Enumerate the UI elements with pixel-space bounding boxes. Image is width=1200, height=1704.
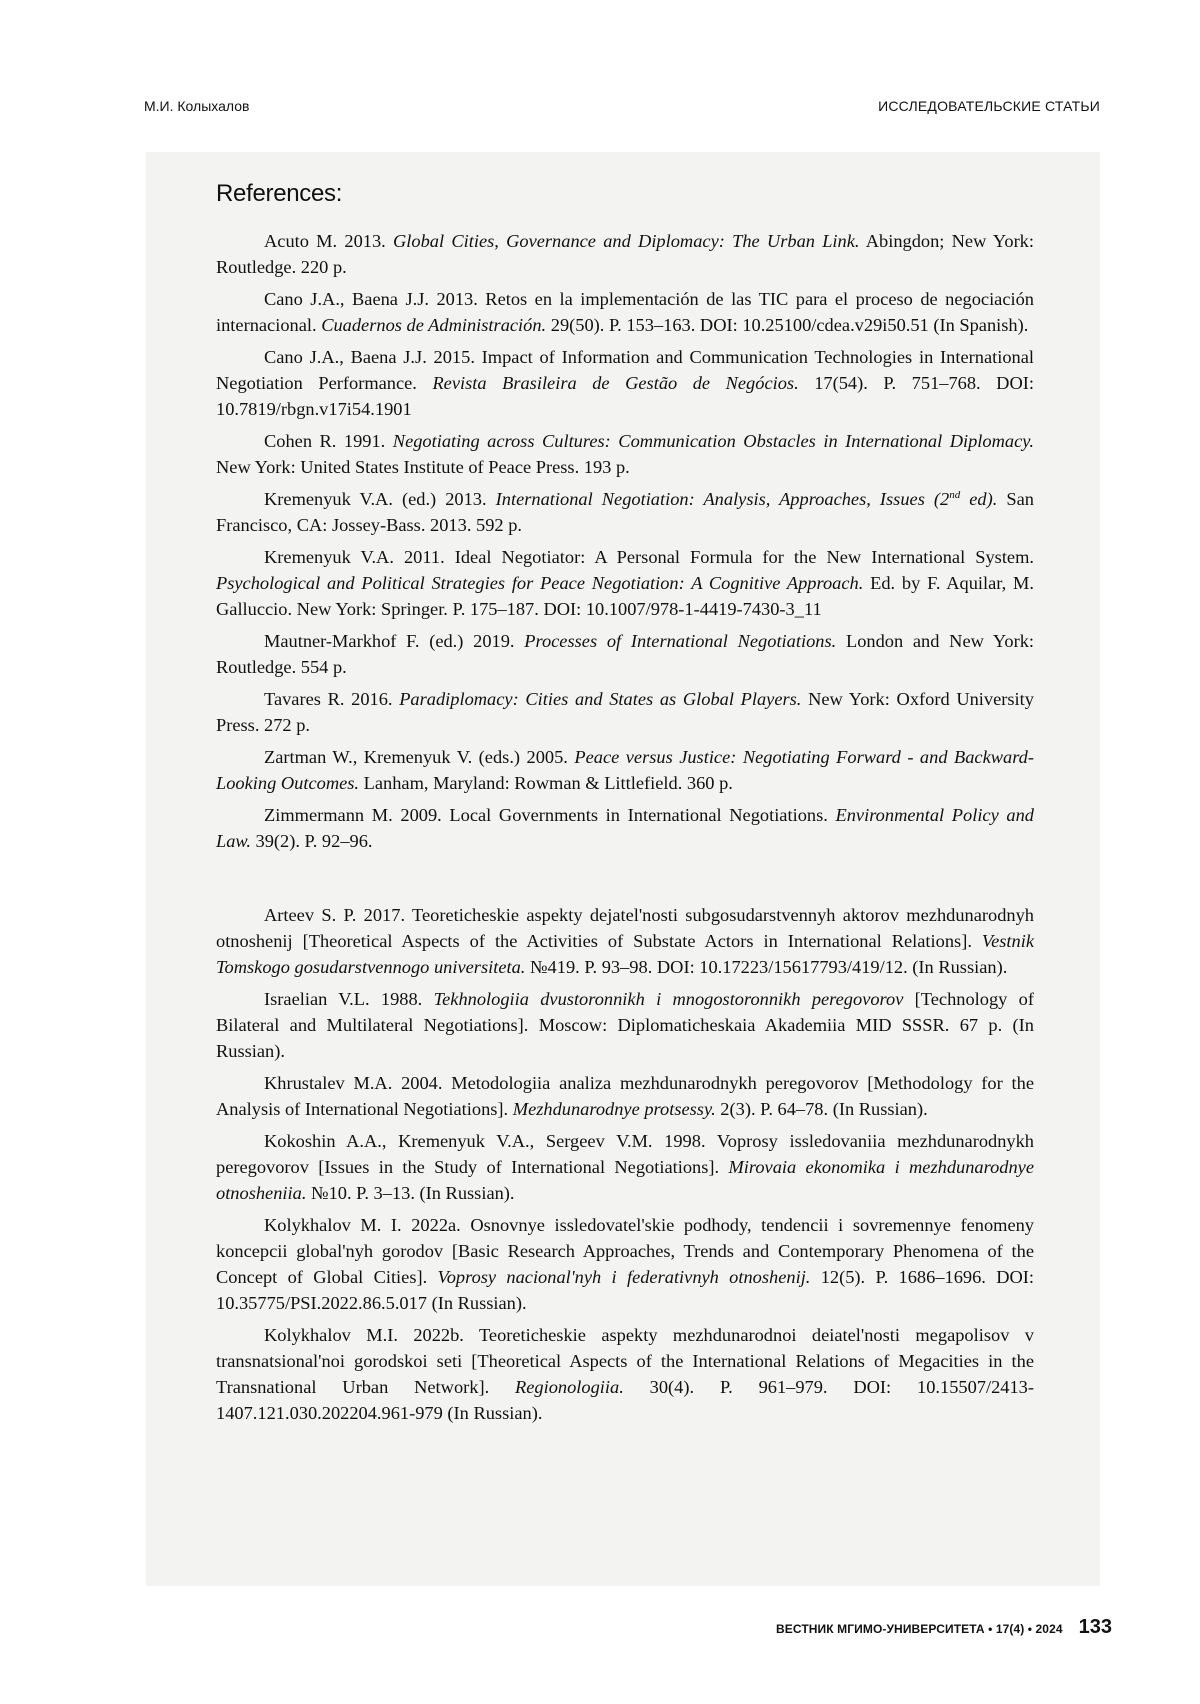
reference-entry xyxy=(216,744,1034,796)
references-group-transliterated xyxy=(216,902,1034,1426)
reference-entry xyxy=(216,228,1034,280)
reference-text: Kremenyuk V.A. 2011. Ideal Negotiator: A Personal Formula for the New International System. xyxy=(264,547,1034,567)
reference-title: Voprosy nacional'nyh i federativnyh otnoshenij. xyxy=(438,1267,811,1287)
reference-title: Vestnik Tomskogo gosudarstvennogo universiteta. xyxy=(216,931,1034,977)
references-body xyxy=(216,180,1034,1432)
reference-title: Processes of International Negotiations. xyxy=(524,631,836,651)
reference-text: Zartman W., Kremenyuk V. (eds.) 2005. xyxy=(264,747,574,767)
reference-title: Mezhdunarodnye protsessy. xyxy=(513,1099,716,1119)
reference-text: Kokoshin A.A., Kremenyuk V.A., Sergeev V.M. 1998. Voprosy issledovaniia mezhdunarodnykh peregovorov [Issues in the Study of International Negotiations]. xyxy=(216,1131,1034,1177)
reference-text: San Francisco, CA: Jossey-Bass. 2013. 592 p. xyxy=(216,489,1034,535)
references-heading: References: xyxy=(216,180,1034,208)
reference-text: Khrustalev M.A. 2004. Metodologiia analiza mezhdunarodnykh peregovorov [Methodology for the Analysis of International Negotiations]. xyxy=(216,1073,1034,1119)
references-panel xyxy=(146,152,1100,1586)
reference-title: Revista Brasileira de Gestão de Negócios. xyxy=(432,373,798,393)
reference-title: Regionologiia. xyxy=(515,1377,624,1397)
references-group-english xyxy=(216,228,1034,854)
reference-text: Cohen R. 1991. xyxy=(264,431,393,451)
reference-title: Mirovaia ekonomika i mezhdunarodnye otnosheniia. xyxy=(216,1157,1034,1203)
reference-text: №419. P. 93–98. DOI: 10.17223/15617793/419/12. (In Russian). xyxy=(525,957,1007,977)
reference-text: 12(5). P. 1686–1696. DOI: 10.35775/PSI.2022.86.5.017 (In Russian). xyxy=(216,1267,1034,1313)
reference-text: Cano J.A., Baena J.J. 2013. Retos en la implementación de las TIC para el proceso de negociación internacional. xyxy=(216,289,1034,335)
journal-title: ВЕСТНИК МГИМО-УНИВЕРСИТЕТА • 17(4) • 2024 xyxy=(776,1622,1063,1636)
reference-entry xyxy=(216,628,1034,680)
reference-entry xyxy=(216,544,1034,622)
reference-text: Kolykhalov M. I. 2022a. Osnovnye issledovatel'skie podhody, tendencii i sovremennye fenomeny koncepcii global'nyh gorodov [Basic Research Approaches, Trends and Contemporary Phenomena of the Concept of Global Cities]. xyxy=(216,1215,1034,1287)
reference-entry xyxy=(216,686,1034,738)
reference-text: Zimmermann M. 2009. Local Governments in International Negotiations. xyxy=(264,805,836,825)
reference-text: Kolykhalov M.I. 2022b. Teoreticheskie aspekty mezhdunarodnoi deiatel'nosti megapolisov v transnatsional'noi gorodskoi seti [Theoretical Aspects of the International Relations of Megacities in the Transnational Urban Network]. xyxy=(216,1325,1034,1397)
reference-text: Mautner-Markhof F. (ed.) 2019. xyxy=(264,631,524,651)
reference-entry xyxy=(216,986,1034,1064)
group-divider xyxy=(216,860,1034,902)
reference-text: Abingdon; New York: Routledge. 220 p. xyxy=(216,231,1034,277)
reference-text: 17(54). P. 751–768. DOI: 10.7819/rbgn.v17i54.1901 xyxy=(216,373,1034,419)
reference-title: Negotiating across Cultures: Communication Obstacles in International Diplomacy. xyxy=(393,431,1034,451)
reference-text: 2(3). P. 64–78. (In Russian). xyxy=(716,1099,928,1119)
author-name: М.И. Колыхалов xyxy=(144,98,249,114)
reference-entry xyxy=(216,286,1034,338)
reference-text: Israelian V.L. 1988. xyxy=(264,989,434,1009)
reference-text: New York: Oxford University Press. 272 p. xyxy=(216,689,1034,735)
reference-entry xyxy=(216,802,1034,854)
reference-entry xyxy=(216,428,1034,480)
reference-entry xyxy=(216,902,1034,980)
reference-entry xyxy=(216,486,1034,538)
reference-text: Tavares R. 2016. xyxy=(264,689,399,709)
page-footer xyxy=(776,1616,1112,1646)
reference-text: Kremenyuk V.A. (ed.) 2013. xyxy=(264,489,496,509)
reference-title: nd xyxy=(949,489,960,501)
running-head xyxy=(144,98,1100,122)
reference-text: 30(4). P. 961–979. DOI: 10.15507/2413-1407.121.030.202204.961-979 (In Russian). xyxy=(216,1377,1034,1423)
reference-entry xyxy=(216,1322,1034,1426)
reference-text: Ed. by F. Aquilar, M. Galluccio. New York: Springer. P. 175–187. DOI: 10.1007/978-1-4419-7430-3_11 xyxy=(216,573,1034,619)
reference-text: London and New York: Routledge. 554 p. xyxy=(216,631,1034,677)
reference-title: ed). xyxy=(960,489,997,509)
reference-entry xyxy=(216,1070,1034,1122)
reference-text: [Technology of Bilateral and Multilateral Negotiations]. Moscow: Diplomaticheskaia Akademiia MID SSSR. 67 p. (In Russian). xyxy=(216,989,1034,1061)
reference-title: Psychological and Political Strategies for Peace Negotiation: A Cognitive Approach. xyxy=(216,573,863,593)
reference-text: 39(2). P. 92–96. xyxy=(251,831,373,851)
reference-text: New York: United States Institute of Peace Press. 193 p. xyxy=(216,457,630,477)
reference-text: Arteev S. P. 2017. Teoreticheskie aspekty dejatel'nosti subgosudarstvennyh aktorov mezhdunarodnyh otnoshenij [Theoretical Aspects of the Activities of Substate Actors in International Relations]. xyxy=(216,905,1034,951)
reference-title: Cuadernos de Administración. xyxy=(321,315,546,335)
reference-text: №10. P. 3–13. (In Russian). xyxy=(306,1183,514,1203)
reference-text: Acuto M. 2013. xyxy=(264,231,393,251)
reference-text: Lanham, Maryland: Rowman & Littlefield. 360 p. xyxy=(359,773,733,793)
reference-title: International Negotiation: Analysis, Approaches, Issues (2 xyxy=(496,489,950,509)
reference-title: Peace versus Justice: Negotiating Forward - and Backward-Looking Outcomes. xyxy=(216,747,1034,793)
reference-entry xyxy=(216,1128,1034,1206)
reference-entry xyxy=(216,1212,1034,1316)
reference-title: Tekhnologiia dvustoronnikh i mnogostoronnikh peregovorov xyxy=(434,989,904,1009)
reference-entry xyxy=(216,344,1034,422)
reference-text: Cano J.A., Baena J.J. 2015. Impact of Information and Communication Technologies in International Negotiation Performance. xyxy=(216,347,1034,393)
page-number: 133 xyxy=(1079,1616,1112,1639)
reference-title: Environmental Policy and Law. xyxy=(216,805,1034,851)
reference-title: Paradiplomacy: Cities and States as Global Players. xyxy=(399,689,801,709)
reference-title: Global Cities, Governance and Diplomacy: The Urban Link. xyxy=(393,231,859,251)
reference-text: 29(50). P. 153–163. DOI: 10.25100/cdea.v29i50.51 (In Spanish). xyxy=(546,315,1028,335)
section-title: ИССЛЕДОВАТЕЛЬСКИЕ СТАТЬИ xyxy=(878,98,1100,114)
